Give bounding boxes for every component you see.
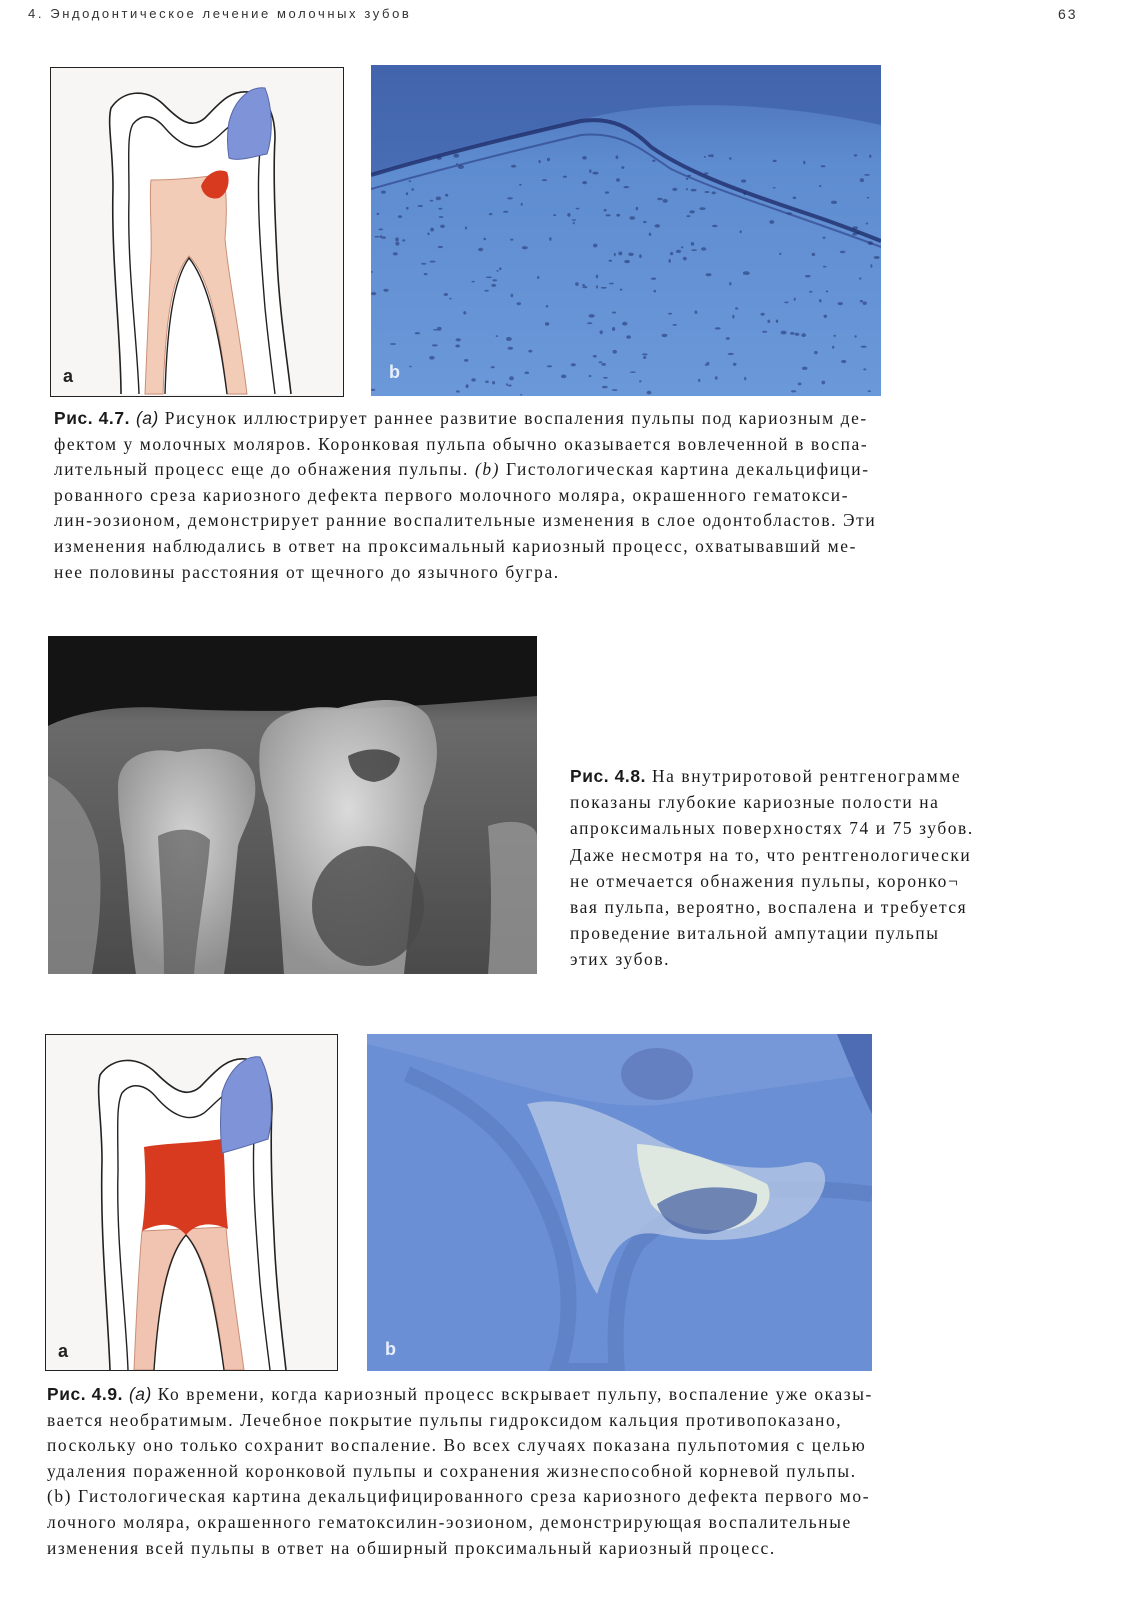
fig-4-9-panel-b — [367, 1034, 872, 1371]
running-title: 4. Эндодонтическое лечение молочных зубов — [28, 6, 412, 21]
caption-line: изменения всей пульпы в ответ на обширный проксимальный кариозный процесс. — [47, 1537, 776, 1558]
panel-letter-a: a — [63, 366, 74, 386]
caption-label: Рис. 4.7. — [54, 408, 131, 428]
fig-4-7-panel-b — [371, 65, 881, 396]
xray-image — [48, 636, 537, 974]
fig-4-9-panel-a — [45, 1034, 338, 1371]
caption-line: вая пульпа, вероятно, воспалена и требуется — [570, 897, 968, 918]
caption-line: показаны глубокие кариозные полости на — [570, 792, 940, 813]
caption-line: поскольку оно только сохранит воспаление. Во всех случаях показана пульпотомия с целью — [47, 1435, 867, 1456]
caption-line: Даже несмотря на то, что рентгенологически — [570, 844, 972, 865]
caption-line: этих зубов. — [570, 949, 671, 970]
caption-line: Ко времени, когда кариозный процесс вскрывает пульпу, воспаление уже оказы- — [157, 1384, 873, 1404]
histology-image-odontoblasts — [371, 65, 881, 396]
caption-line: лин-эозионом, демонстрирует ранние воспалительные изменения в слое одонтобластов. Эти — [54, 510, 877, 531]
fig-4-7-panel-a — [50, 67, 344, 397]
fig-4-7-caption — [54, 406, 1059, 585]
caption-line: фектом у молочных моляров. Коронковая пульпа обычно оказывается вовлеченной в воспа- — [54, 433, 869, 454]
tooth-diagram-advanced — [46, 1035, 337, 1370]
fig-4-8-caption — [570, 763, 1070, 973]
page-number: 63 — [1058, 6, 1078, 22]
histology-image-pulp — [367, 1034, 872, 1371]
caption-line: не отмечается обнажения пульпы, коронко¬ — [570, 870, 960, 891]
fig-4-8-xray — [48, 636, 537, 974]
panel-letter-a: a — [58, 1341, 69, 1361]
caption-line: Гистологическая картина декальцифици- — [505, 459, 870, 480]
caption-line: удаления пораженной коронковой пульпы и сохранения жизнеспособной корневой пульпы. — [47, 1460, 857, 1481]
caption-line: проведение витальной ампутации пульпы — [570, 923, 940, 944]
caption-line: лочного моляра, окрашенного гематоксилин-эозионом, демонстрирующая воспалительные — [47, 1511, 852, 1532]
caption-line: лительный процесс еще до обнажения пульпы. — [54, 459, 469, 480]
caption-tag-a: (a) — [129, 1384, 152, 1404]
caption-tag-a: (a) — [136, 408, 159, 428]
panel-letter-b: b — [385, 1339, 396, 1359]
caption-tag-b: (b) — [474, 459, 501, 480]
panel-letter-b: b — [389, 362, 400, 382]
tooth-diagram-early — [51, 68, 343, 396]
caption-line: Рисунок иллюстрирует раннее развитие воспаления пульпы под кариозным де- — [164, 408, 868, 428]
caption-line: вается необратимым. Лечебное покрытие пульпы гидроксидом кальция противопоказано, — [47, 1409, 843, 1430]
fig-4-9-caption — [47, 1382, 1059, 1561]
caption-line: нее половины расстояния от щечного до язычного бугра. — [54, 561, 560, 582]
caption-line: изменения наблюдались в ответ на проксимальный кариозный процесс, охватывавший ме- — [54, 535, 857, 556]
caption-line: (b) Гистологическая картина декальцифицированного среза кариозного дефекта первого мо- — [47, 1486, 871, 1507]
caption-line: апроксимальных поверхностях 74 и 75 зубов. — [570, 818, 974, 839]
caption-line: На внутриротовой рентгенограмме — [652, 766, 962, 786]
caption-label: Рис. 4.8. — [570, 766, 647, 786]
caption-line: рованного среза кариозного дефекта первого молочного моляра, окрашенного гематокси- — [54, 484, 850, 505]
caption-label: Рис. 4.9. — [47, 1384, 124, 1404]
